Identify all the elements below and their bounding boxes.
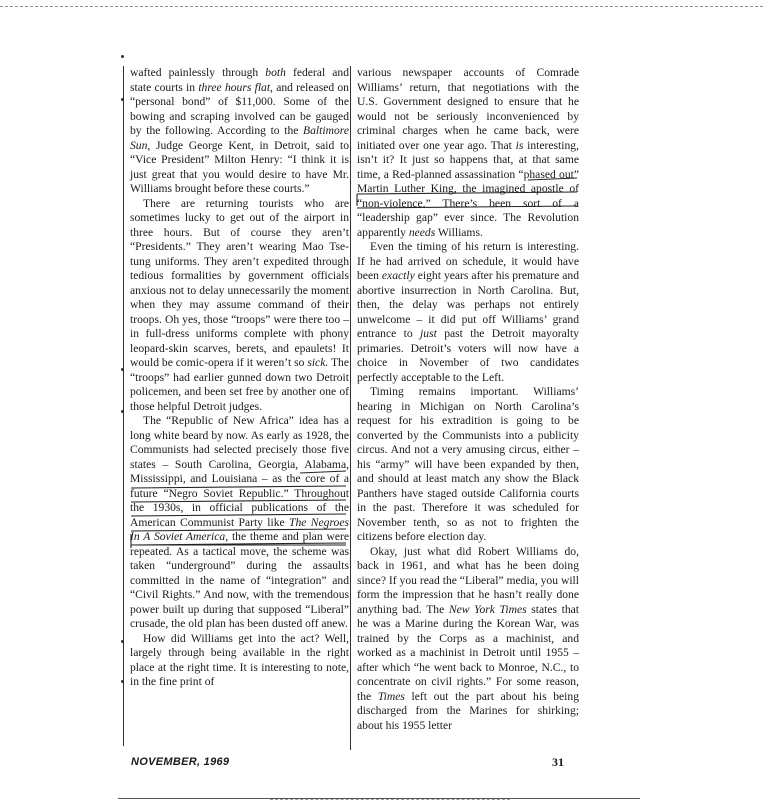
margin-mark bbox=[121, 640, 124, 643]
scan-dot bbox=[121, 55, 124, 58]
paragraph: various newspaper accounts of Comrade Williams’ return, that negotiations with the U.S. Government designed to ensure that he would not be seriously inconvenienced by criminal charges when he came back, were initiated over one year ago. That is interesting, isn’t it? It just so happens that, at that same time, a Red-planned assassination “phased out” Martin Luther King, the imagined apostle of “non-violence.” There’s been sort of a “leadership gap” ever since. The Revolution apparently needs Williams. bbox=[357, 66, 579, 239]
column-divider-rule bbox=[350, 66, 351, 750]
margin-mark bbox=[121, 410, 124, 413]
margin-mark bbox=[121, 680, 124, 683]
margin-mark bbox=[121, 368, 124, 371]
page-number: 31 bbox=[552, 755, 564, 769]
left-margin-rule bbox=[123, 66, 124, 746]
top-perforation bbox=[0, 6, 763, 7]
paragraph: Okay, just what did Robert Williams do, back in 1961, and what has he been doing since? If you read the “Liberal” media, you will form the impression that he hasn’t really done anything bad. The New York Times states that he was a Marine during the Korean War, was trained by the Corps as a machinist, and worked as a machinist in Detroit until 1955 – after which “he went back to Monroe, N.C., to concentrate on civil rights.” For some reason, the Times left out the part about his being discharged from the Marines for shirking; about his 1955 letter bbox=[357, 544, 579, 732]
bottom-scan-edge-dashes bbox=[270, 799, 510, 800]
paragraph: Timing remains important. Williams’ hearing in Michigan on North Carolina’s request for his extradition is going to be converted by the Communists into a publicity circus. And not a very amusing circus, either – his “army” will have been expanded by then, and should at least match any show the Black Panthers have staged outside California courts in the past. Therefore it was scheduled for November tenth, so as not to frighten the citizens before election day. bbox=[357, 385, 579, 543]
paragraph: Even the timing of his return is interesting. If he had arrived on schedule, it would have been exactly eight years after his premature and abortive insurrection in North Carolina. But, then, the delay was perhaps not entirely unwelcome – it did put off Williams’ grand entrance to just past the Detroit mayoralty primaries. Detroit’s voters will now have a choice in November of two candidates perfectly acceptable to the Left. bbox=[357, 240, 580, 384]
issue-date: NOVEMBER, 1969 bbox=[131, 756, 230, 768]
paragraph: wafted painlessly through both federal and state courts in three hours flat, and released on “personal bond” of $11,000. Some of the bowing and scraping involved can be gauged by the following. According to the Baltimore Sun, Judge George Kent, in Detroit, said to “Vice President” Milton Henry: “I think it is just great that you would desire to have Mr. Williams brought before these courts.” bbox=[130, 66, 349, 195]
left-text-column bbox=[130, 66, 349, 690]
right-text-column bbox=[357, 66, 579, 733]
paragraph: How did Williams get into the act? Well, largely through being available in the right place at the right time. It is interesting to note, in the fine print of bbox=[130, 631, 349, 688]
margin-mark bbox=[121, 98, 124, 101]
paragraph: There are returning tourists who are sometimes lucky to get out of the airport in three hours. But of course they aren’t “Presidents.” They aren’t wearing Mao Tse-tung uniforms. They aren’t expedited through tedious formalities by government officials anxious not to delay unnecessarily the moment when they may assume command of their troops. Oh yes, those “troops” were there too – in full-dress uniforms complete with phony leopard-skin scarves, berets, and epaulets! It would be comic-opera if it weren’t so sick. The “troops” had earlier gunned down two Detroit policemen, and been set free by another one of those helpful Detroit judges. bbox=[130, 196, 349, 413]
paragraph: The “Republic of New Africa” idea has a long white beard by now. As early as 1928, the Communists had selected precisely those five states – South Carolina, Georgia, Alabama, Mississippi, and Louisiana – as the core of a future “Negro Soviet Republic.” Throughout the 1930s, in official publications of the American Communist Party like The Negroes In A Soviet America, the theme and plan were repeated. As a tactical move, the scheme was taken “underground” during the assaults committed in the name of “integration” and “Civil Rights.” And now, with the tremendous power built up during that supposed “Liberal” crusade, the old plan has been dusted off anew. bbox=[130, 414, 349, 630]
